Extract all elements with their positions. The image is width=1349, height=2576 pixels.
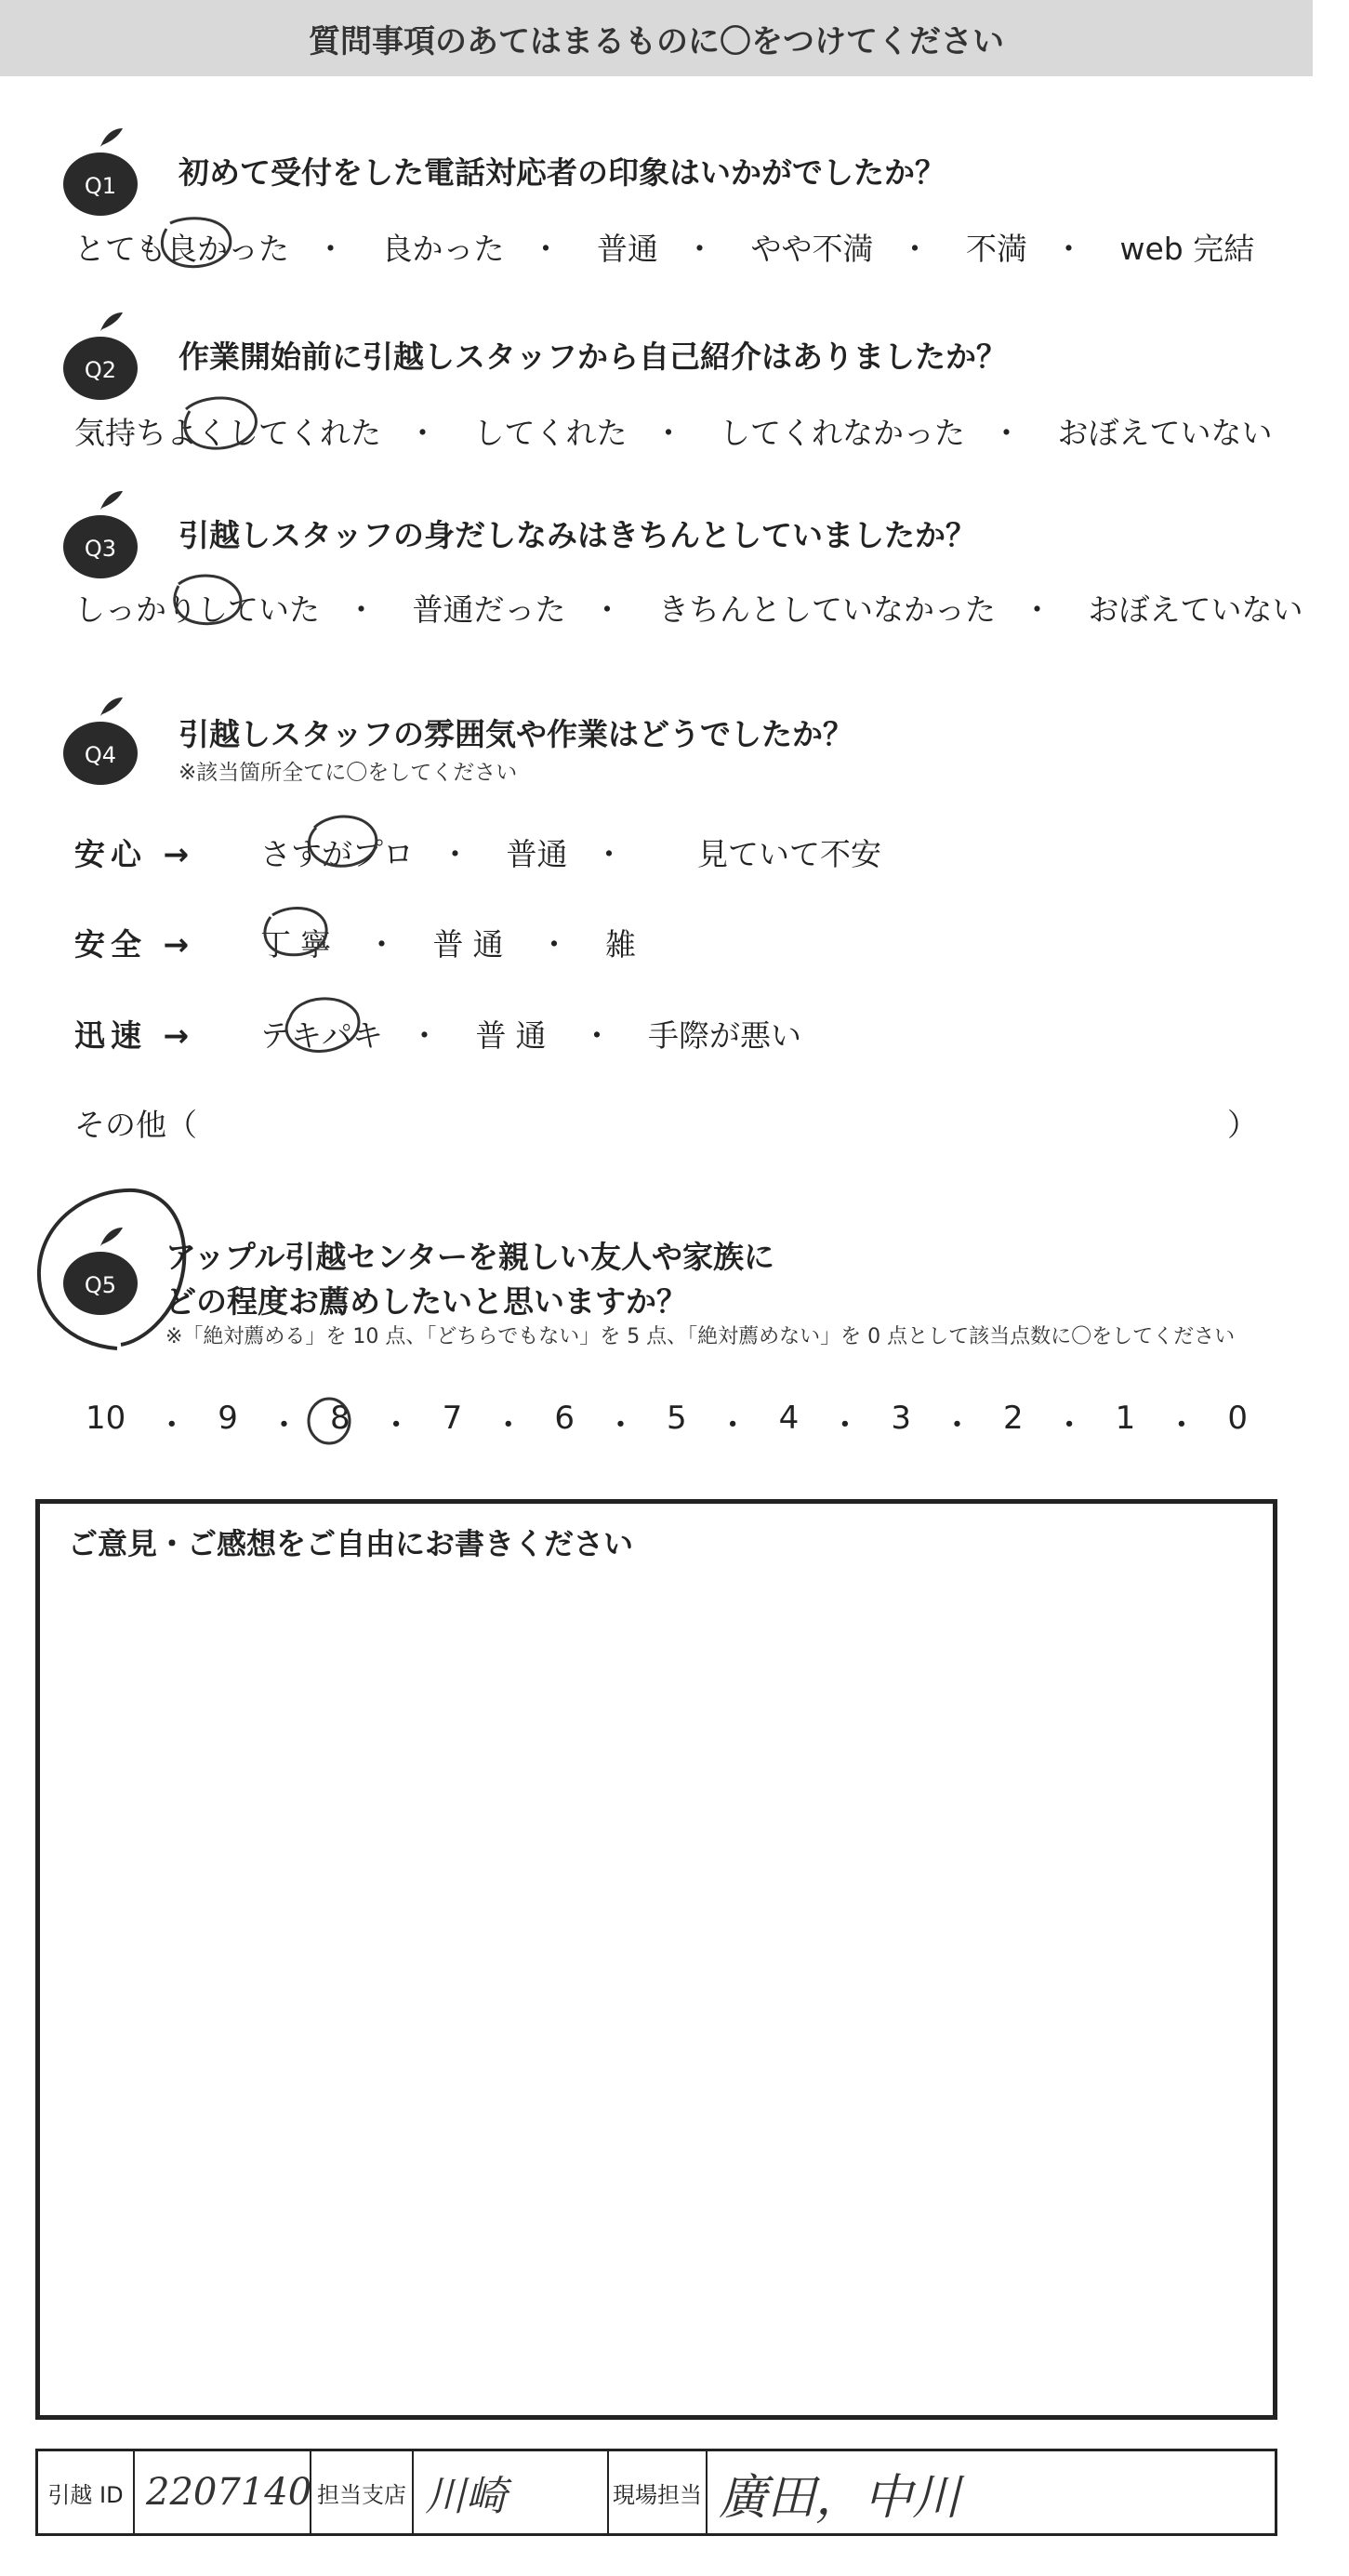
q3-badge-text: Q3	[84, 536, 117, 562]
q4-question: 引越しスタッフの雰囲気や作業はどうでしたか？	[179, 716, 853, 752]
q1-option-5[interactable]: 不満	[966, 231, 1027, 267]
q1-option-3[interactable]: 普通	[597, 231, 658, 267]
footer-branch-label: 担当支店	[311, 2451, 414, 2533]
q2-option-3[interactable]: してくれなかった	[720, 415, 965, 451]
q1-option-2[interactable]: 良かった	[381, 231, 505, 267]
q1-option-6[interactable]: web 完結	[1119, 231, 1255, 267]
footer-info-row	[35, 2449, 1277, 2536]
q4-row-jinsoku-options: テキパキ ・ 普通 ・ 手際が悪い	[260, 1017, 801, 1054]
q2-question: 作業開始前に引越しスタッフから自己紹介はありましたか？	[179, 339, 1007, 375]
apple-q4-icon	[54, 688, 147, 790]
score-2[interactable]: 2	[1003, 1400, 1024, 1437]
q4-anzen-option-2[interactable]: 普通	[432, 926, 513, 963]
q1-option-4[interactable]: やや不満	[750, 231, 874, 267]
score-8[interactable]: 8	[329, 1400, 350, 1437]
q1-options: とても良かった ・ 良かった ・ 普通 ・ やや不満 ・ 不満 ・ web 完結	[74, 225, 1254, 269]
q4-row-anzen-label: 安全 →	[74, 926, 195, 963]
q2-options: 気持ちよくしてくれた ・ してくれた ・ してくれなかった ・ おぼえていない	[74, 409, 1273, 453]
score-6[interactable]: 6	[554, 1400, 575, 1437]
footer-branch-value: 川崎	[414, 2451, 609, 2533]
q4-other-label: その他（	[74, 1107, 197, 1143]
apple-q5-icon	[54, 1218, 147, 1321]
footer-staff-label: 現場担当	[609, 2451, 708, 2533]
q3-options: しっかりしていた ・ 普通だった ・ きちんとしていなかった ・ おぼえていない	[74, 586, 1303, 630]
q2-badge-text: Q2	[84, 357, 117, 383]
q4-anzen-option-3[interactable]: 雑	[605, 926, 636, 963]
score-4[interactable]: 4	[778, 1400, 800, 1437]
q4-row-anshin-options: さすがプロ ・ 普通 ・ 見ていて不安	[260, 836, 881, 872]
apple-q2-icon	[54, 303, 147, 405]
header-title: 質問事項のあてはまるものに〇をつけてください	[309, 22, 1004, 60]
q4-anshin-option-3[interactable]: 見ていて不安	[697, 836, 881, 872]
score-1[interactable]: 1	[1115, 1400, 1136, 1437]
q3-option-3[interactable]: きちんとしていなかった	[658, 591, 996, 628]
q1-option-1[interactable]: とても良かった	[74, 231, 289, 267]
q4-note: ※該当箇所全てに〇をしてください	[179, 761, 518, 785]
footer-id-value: 2207140	[135, 2451, 311, 2533]
q4-jinsoku-option-2[interactable]: 普通	[475, 1017, 556, 1054]
q5-score-scale: 10 ・ 9 ・ 8 ・ 7 ・ 6 ・ 5 ・ 4 ・ 3 ・ 2 ・ 1 ・ 0	[86, 1400, 1248, 1444]
q1-question: 初めて受付をした電話対応者の印象はいかがでしたか？	[179, 154, 946, 191]
q5-question-line2: どの程度お薦めしたいと思いますか？	[165, 1283, 687, 1320]
q4-other-close: ）	[1227, 1107, 1258, 1143]
score-10[interactable]: 10	[86, 1400, 126, 1437]
header-banner	[0, 0, 1313, 76]
score-7[interactable]: 7	[442, 1400, 463, 1437]
q3-option-1[interactable]: しっかりしていた	[74, 591, 320, 628]
comment-box[interactable]	[35, 1499, 1277, 2420]
q3-option-2[interactable]: 普通だった	[412, 591, 566, 628]
q4-jinsoku-option-1[interactable]: テキパキ	[260, 1017, 383, 1054]
q3-option-4[interactable]: おぼえていない	[1088, 591, 1303, 628]
q4-anshin-option-1[interactable]: さすがプロ	[260, 836, 414, 872]
apple-q1-icon	[54, 119, 147, 221]
footer-id-label: 引越 ID	[38, 2451, 135, 2533]
q2-option-1[interactable]: 気持ちよくしてくれた	[74, 415, 381, 451]
score-0[interactable]: 0	[1227, 1400, 1248, 1437]
comment-label: ご意見・ご感想をご自由にお書きください	[68, 1526, 634, 1561]
q4-anzen-option-1[interactable]: 丁寧	[260, 926, 340, 963]
q5-question-line1: アップル引越センターを親しい友人や家族に	[165, 1239, 775, 1275]
q4-row-anshin-label: 安心 →	[74, 836, 195, 872]
q4-anshin-option-2[interactable]: 普通	[506, 836, 568, 872]
score-5[interactable]: 5	[666, 1400, 687, 1437]
score-9[interactable]: 9	[218, 1400, 238, 1437]
q4-badge-text: Q4	[84, 742, 117, 768]
q5-note: ※「絶対薦める」を 10 点、「どちらでもない」を 5 点、「絶対薦めない」を 0 点として該当点数に〇をしてください	[165, 1325, 1236, 1348]
q4-row-anzen-options: 丁寧 ・ 普通 ・ 雑	[260, 926, 636, 963]
q3-question: 引越しスタッフの身だしなみはきちんとしていましたか？	[179, 517, 976, 553]
q4-jinsoku-option-3[interactable]: 手際が悪い	[648, 1017, 801, 1054]
score-3[interactable]: 3	[891, 1400, 911, 1437]
q2-option-4[interactable]: おぼえていない	[1057, 415, 1273, 451]
q2-option-2[interactable]: してくれた	[473, 415, 628, 451]
footer-staff-value: 廣田，中川	[719, 2469, 961, 2526]
apple-q3-icon	[54, 482, 147, 584]
q1-badge-text: Q1	[84, 173, 117, 199]
q4-row-jinsoku-label: 迅速 →	[74, 1017, 195, 1054]
q5-badge-text: Q5	[84, 1272, 117, 1298]
